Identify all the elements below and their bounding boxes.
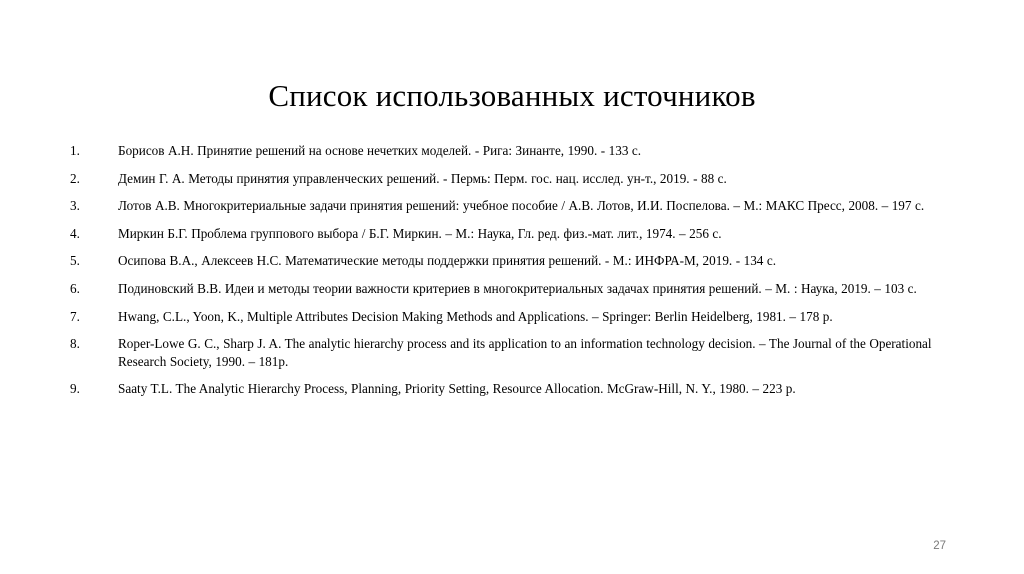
list-item xyxy=(70,280,960,298)
list-item xyxy=(70,252,960,270)
list-item xyxy=(70,197,960,215)
list-item xyxy=(70,142,960,160)
list-item xyxy=(70,335,960,370)
reference-text: Saaty T.L. The Analytic Hierarchy Process, Planning, Priority Setting, Resource Allocation. McGraw-Hill, N. Y., 1980. – 223 p. xyxy=(118,381,796,397)
reference-number: 6. xyxy=(70,280,80,296)
reference-text: Осипова В.А., Алексеев Н.С. Математические методы поддержки принятия решений. - М.: ИНФРА-М, 2019. - 134 с. xyxy=(118,253,777,269)
list-item xyxy=(70,380,960,398)
reference-number: 3. xyxy=(70,198,80,214)
list-item xyxy=(70,225,960,243)
reference-text: Roper-Lowe G. C., Sharp J. A. The analytic hierarchy process and its application to an information technology decision. – The Journal of the Operational Research Society, 1990. – 181p. xyxy=(118,336,932,369)
reference-list xyxy=(70,142,960,408)
list-item xyxy=(70,308,960,326)
list-item xyxy=(70,170,960,188)
reference-text: Лотов А.В. Многокритериальные задачи принятия решений: учебное пособие / А.В. Лотов, И.И. Поспелова. – М.: МАКС Пресс, 2008. – 197 с. xyxy=(118,198,925,214)
reference-number: 2. xyxy=(70,170,80,186)
reference-number: 5. xyxy=(70,253,80,269)
reference-number: 7. xyxy=(70,308,80,324)
reference-text: Подиновский В.В. Идеи и методы теории важности критериев в многокритериальных задачах принятия решений. – М. : Наука, 2019. – 103 с. xyxy=(118,280,917,296)
reference-number: 4. xyxy=(70,225,80,241)
reference-number: 8. xyxy=(70,336,80,352)
reference-number: 9. xyxy=(70,381,80,397)
reference-text: Hwang, C.L., Yoon, K., Multiple Attributes Decision Making Methods and Applications. – Springer: Berlin Heidelberg, 1981. – 178 p. xyxy=(118,308,833,324)
reference-number: 1. xyxy=(70,143,80,158)
page-number: 27 xyxy=(933,540,946,552)
reference-text: Борисов А.Н. Принятие решений на основе нечетких моделей. - Рига: Зинанте, 1990. - 133 с. xyxy=(118,143,642,158)
reference-text: Демин Г. А. Методы принятия управленческих решений. - Пермь: Перм. гос. нац. исслед. ун-т., 2019. - 88 с. xyxy=(118,170,727,186)
page-title: Список использованных источников xyxy=(268,77,756,113)
reference-text: Миркин Б.Г. Проблема группового выбора / Б.Г. Миркин. – М.: Наука, Гл. ред. физ.-мат. лит., 1974. – 256 с. xyxy=(118,225,722,241)
